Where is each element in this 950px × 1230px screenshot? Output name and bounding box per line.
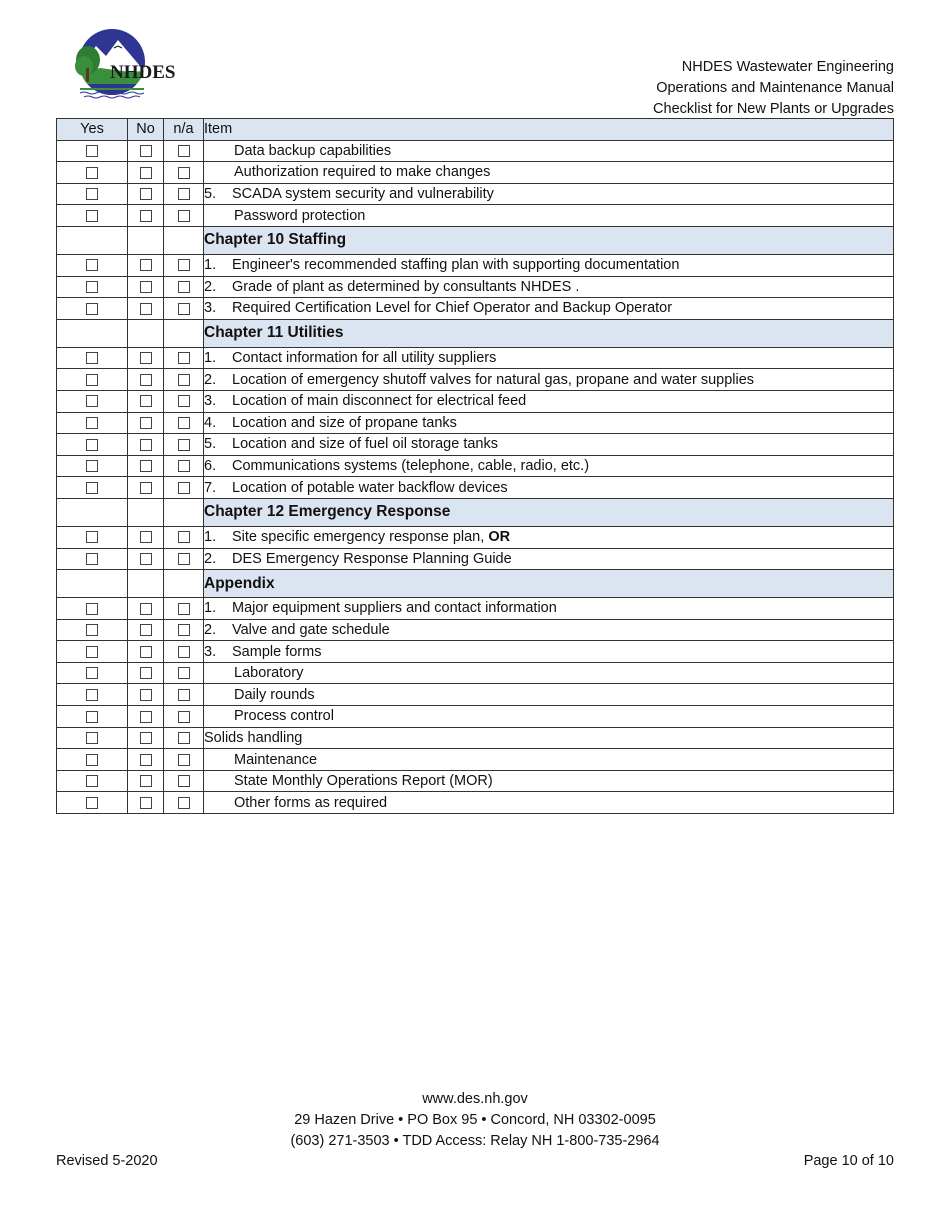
checkbox-cell-no	[128, 792, 164, 814]
checkbox-cell-yes	[57, 526, 128, 548]
checklist-row	[57, 298, 894, 320]
checkbox-cell-yes	[57, 390, 128, 412]
checkbox-no[interactable]	[140, 531, 152, 543]
item-text: Valve and gate schedule	[232, 621, 390, 638]
checklist-row	[57, 140, 894, 162]
checkbox-cell-na	[164, 254, 204, 276]
checkbox-no[interactable]	[140, 732, 152, 744]
checkbox-na[interactable]	[178, 482, 190, 494]
checkbox-cell-no	[128, 641, 164, 663]
item-cell	[204, 684, 894, 706]
checkbox-cell-na	[164, 276, 204, 298]
checkbox-no[interactable]	[140, 553, 152, 565]
blank-cell	[57, 319, 128, 347]
checkbox-cell-na	[164, 298, 204, 320]
item-text: Maintenance	[234, 751, 318, 768]
checkbox-yes[interactable]	[86, 145, 98, 157]
checkbox-cell-yes	[57, 205, 128, 227]
checkbox-no[interactable]	[140, 754, 152, 766]
item-number: 4.	[204, 414, 217, 431]
item-number: 1.	[204, 350, 217, 367]
checkbox-cell-yes	[57, 254, 128, 276]
checklist-row	[57, 455, 894, 477]
section-title: Appendix	[204, 570, 894, 598]
item-number: 2.	[204, 621, 217, 638]
item-text: Engineer's recommended staffing plan with supporting documentation	[232, 257, 680, 274]
footer-address: 29 Hazen Drive • PO Box 95 • Concord, NH 03302-0095	[294, 1112, 656, 1128]
checkbox-cell-no	[128, 298, 164, 320]
checkbox-na[interactable]	[178, 797, 190, 809]
checkbox-cell-yes	[57, 641, 128, 663]
checkbox-na[interactable]	[178, 395, 190, 407]
checkbox-no[interactable]	[140, 482, 152, 494]
checkbox-cell-na	[164, 205, 204, 227]
item-text: Contact information for all utility suppliers	[232, 350, 497, 367]
checklist-row	[57, 548, 894, 570]
item-text: Password protection	[234, 207, 366, 224]
checkbox-yes[interactable]	[86, 439, 98, 451]
item-number: 6.	[204, 458, 217, 475]
checkbox-no[interactable]	[140, 711, 152, 723]
item-cell	[204, 162, 894, 184]
section-row	[57, 226, 894, 254]
checkbox-yes[interactable]	[86, 460, 98, 472]
section-row	[57, 319, 894, 347]
checkbox-cell-na	[164, 412, 204, 434]
checkbox-cell-yes	[57, 548, 128, 570]
checkbox-no[interactable]	[140, 395, 152, 407]
item-text: Location and size of propane tanks	[232, 414, 457, 431]
item-number: 5.	[204, 436, 217, 453]
checkbox-cell-na	[164, 390, 204, 412]
section-row	[57, 570, 894, 598]
checkbox-no[interactable]	[140, 775, 152, 787]
checkbox-cell-no	[128, 770, 164, 792]
item-text: Communications systems (telephone, cable, radio, etc.)	[232, 458, 590, 475]
checkbox-yes[interactable]	[86, 531, 98, 543]
checkbox-na[interactable]	[178, 281, 190, 293]
checkbox-cell-na	[164, 434, 204, 456]
checkbox-yes[interactable]	[86, 775, 98, 787]
item-text: Grade of plant as determined by consultants NHDES .	[232, 278, 580, 295]
checkbox-cell-yes	[57, 140, 128, 162]
item-text: Daily rounds	[234, 686, 315, 703]
logo-text: NHDES	[110, 62, 176, 83]
checkbox-cell-yes	[57, 792, 128, 814]
checkbox-cell-yes	[57, 662, 128, 684]
checkbox-no[interactable]	[140, 667, 152, 679]
item-cell	[204, 434, 894, 456]
header-yes: Yes	[57, 119, 128, 141]
checkbox-cell-na	[164, 749, 204, 771]
checkbox-cell-no	[128, 276, 164, 298]
checkbox-cell-yes	[57, 598, 128, 620]
checkbox-na[interactable]	[178, 374, 190, 386]
checkbox-cell-no	[128, 727, 164, 749]
checkbox-cell-na	[164, 706, 204, 728]
checkbox-na[interactable]	[178, 460, 190, 472]
item-cell	[204, 183, 894, 205]
checkbox-no[interactable]	[140, 259, 152, 271]
checkbox-no[interactable]	[140, 439, 152, 451]
checkbox-yes[interactable]	[86, 482, 98, 494]
item-cell	[204, 140, 894, 162]
item-cell	[204, 369, 894, 391]
checkbox-cell-yes	[57, 369, 128, 391]
checkbox-na[interactable]	[178, 417, 190, 429]
checkbox-cell-no	[128, 598, 164, 620]
checkbox-na[interactable]	[178, 352, 190, 364]
checkbox-yes[interactable]	[86, 754, 98, 766]
item-cell	[204, 298, 894, 320]
item-text: Sample forms	[232, 643, 322, 660]
checklist-row	[57, 162, 894, 184]
checkbox-yes[interactable]	[86, 395, 98, 407]
checkbox-cell-no	[128, 369, 164, 391]
header-na: n/a	[164, 119, 204, 141]
checklist-row	[57, 369, 894, 391]
checkbox-yes[interactable]	[86, 603, 98, 615]
checkbox-cell-no	[128, 548, 164, 570]
checklist-row	[57, 770, 894, 792]
checklist-row	[57, 684, 894, 706]
item-text: Process control	[234, 708, 334, 725]
item-number: 7.	[204, 479, 217, 496]
item-text: Other forms as required	[234, 794, 388, 811]
section-row	[57, 498, 894, 526]
checkbox-cell-no	[128, 477, 164, 499]
footer-phone: (603) 271-3503 • TDD Access: Relay NH 1-800-735-2964	[290, 1133, 660, 1149]
checkbox-cell-no	[128, 619, 164, 641]
item-text: Authorization required to make changes	[234, 164, 491, 181]
checkbox-yes[interactable]	[86, 259, 98, 271]
checkbox-na[interactable]	[178, 711, 190, 723]
item-number: 1.	[204, 529, 217, 546]
checkbox-na[interactable]	[178, 646, 190, 658]
checkbox-na[interactable]	[178, 259, 190, 271]
checkbox-na[interactable]	[178, 732, 190, 744]
checkbox-yes[interactable]	[86, 797, 98, 809]
item-cell	[204, 641, 894, 663]
item-cell	[204, 662, 894, 684]
checklist-row	[57, 706, 894, 728]
checkbox-cell-yes	[57, 477, 128, 499]
checkbox-cell-na	[164, 369, 204, 391]
checkbox-yes[interactable]	[86, 553, 98, 565]
checkbox-cell-na	[164, 140, 204, 162]
item-cell	[204, 598, 894, 620]
checkbox-cell-no	[128, 140, 164, 162]
checkbox-yes[interactable]	[86, 732, 98, 744]
checkbox-cell-yes	[57, 619, 128, 641]
item-number: 1.	[204, 257, 217, 274]
checklist-row	[57, 792, 894, 814]
blank-cell	[57, 570, 128, 598]
item-text: Major equipment suppliers and contact information	[232, 600, 557, 617]
checkbox-no[interactable]	[140, 689, 152, 701]
item-text: Required Certification Level for Chief Operator and Backup Operator	[232, 300, 673, 317]
checklist-row	[57, 727, 894, 749]
checkbox-yes[interactable]	[86, 711, 98, 723]
checkbox-no[interactable]	[140, 303, 152, 315]
checkbox-no[interactable]	[140, 352, 152, 364]
checklist-row	[57, 254, 894, 276]
item-text: Location of emergency shutoff valves for natural gas, propane and water supplies	[232, 371, 755, 388]
item-cell	[204, 347, 894, 369]
checkbox-no[interactable]	[140, 374, 152, 386]
checkbox-cell-no	[128, 205, 164, 227]
checkbox-yes[interactable]	[86, 303, 98, 315]
item-number: 2.	[204, 371, 217, 388]
checkbox-yes[interactable]	[86, 281, 98, 293]
checkbox-cell-yes	[57, 347, 128, 369]
checkbox-cell-yes	[57, 684, 128, 706]
checklist-row	[57, 276, 894, 298]
nhdes-logo	[70, 26, 190, 102]
section-title: Chapter 12 Emergency Response	[204, 498, 894, 526]
document-header	[653, 57, 894, 120]
item-text: Solids handling	[204, 729, 303, 746]
checkbox-na[interactable]	[178, 303, 190, 315]
checkbox-no[interactable]	[140, 460, 152, 472]
checkbox-yes[interactable]	[86, 210, 98, 222]
checkbox-cell-na	[164, 347, 204, 369]
blank-cell	[57, 226, 128, 254]
item-text: Location of main disconnect for electrical feed	[232, 393, 527, 410]
checkbox-cell-yes	[57, 727, 128, 749]
checkbox-yes[interactable]	[86, 352, 98, 364]
item-text: State Monthly Operations Report (MOR)	[234, 773, 493, 790]
item-cell	[204, 477, 894, 499]
checkbox-cell-no	[128, 455, 164, 477]
checkbox-yes[interactable]	[86, 417, 98, 429]
checkbox-cell-yes	[57, 183, 128, 205]
item-number: 3.	[204, 300, 217, 317]
item-cell	[204, 792, 894, 814]
checklist-row	[57, 526, 894, 548]
item-text: Location of potable water backflow devices	[232, 479, 508, 496]
checkbox-cell-no	[128, 347, 164, 369]
item-text: DES Emergency Response Planning Guide	[232, 550, 512, 567]
checkbox-yes[interactable]	[86, 689, 98, 701]
header-line-1: NHDES Wastewater Engineering	[681, 59, 894, 75]
checkbox-cell-yes	[57, 434, 128, 456]
checkbox-na[interactable]	[178, 145, 190, 157]
checkbox-no[interactable]	[140, 167, 152, 179]
checkbox-cell-no	[128, 706, 164, 728]
blank-cell	[128, 226, 164, 254]
item-emphasis: OR	[488, 529, 511, 546]
checkbox-yes[interactable]	[86, 188, 98, 200]
blank-cell	[164, 570, 204, 598]
checklist-table	[56, 118, 894, 814]
checkbox-cell-yes	[57, 298, 128, 320]
item-cell	[204, 548, 894, 570]
checklist-row	[57, 183, 894, 205]
checkbox-cell-yes	[57, 162, 128, 184]
checkbox-na[interactable]	[178, 553, 190, 565]
checkbox-cell-no	[128, 390, 164, 412]
checkbox-no[interactable]	[140, 624, 152, 636]
header-item: Item	[204, 119, 894, 141]
section-title: Chapter 10 Staffing	[204, 226, 894, 254]
checkbox-na[interactable]	[178, 439, 190, 451]
header-line-3: Checklist for New Plants or Upgrades	[653, 101, 894, 117]
checkbox-na[interactable]	[178, 775, 190, 787]
checkbox-na[interactable]	[178, 689, 190, 701]
checkbox-cell-na	[164, 526, 204, 548]
revised-date: Revised 5-2020	[56, 1153, 158, 1169]
item-number: 1.	[204, 600, 217, 617]
checkbox-no[interactable]	[140, 603, 152, 615]
header-line-2: Operations and Maintenance Manual	[656, 80, 894, 96]
checkbox-no[interactable]	[140, 646, 152, 658]
item-cell	[204, 619, 894, 641]
item-cell	[204, 455, 894, 477]
blank-cell	[128, 319, 164, 347]
checklist-row	[57, 619, 894, 641]
item-cell	[204, 205, 894, 227]
item-text: SCADA system security and vulnerability	[232, 186, 494, 203]
checkbox-no[interactable]	[140, 188, 152, 200]
item-number: 3.	[204, 393, 217, 410]
checkbox-cell-no	[128, 254, 164, 276]
checkbox-cell-na	[164, 477, 204, 499]
checkbox-yes[interactable]	[86, 374, 98, 386]
footer-website: www.des.nh.gov	[422, 1091, 528, 1107]
checkbox-cell-na	[164, 684, 204, 706]
checkbox-cell-yes	[57, 770, 128, 792]
checkbox-cell-no	[128, 412, 164, 434]
checklist-row	[57, 477, 894, 499]
header-no: No	[128, 119, 164, 141]
checkbox-na[interactable]	[178, 754, 190, 766]
checkbox-cell-na	[164, 727, 204, 749]
checkbox-yes[interactable]	[86, 667, 98, 679]
checkbox-na[interactable]	[178, 531, 190, 543]
item-cell	[204, 276, 894, 298]
checkbox-cell-na	[164, 770, 204, 792]
item-number: 5.	[204, 186, 217, 203]
checkbox-no[interactable]	[140, 145, 152, 157]
page-number: Page 10 of 10	[803, 1153, 894, 1169]
checklist-row	[57, 641, 894, 663]
checkbox-yes[interactable]	[86, 646, 98, 658]
table-header-row	[57, 119, 894, 141]
checkbox-yes[interactable]	[86, 167, 98, 179]
page-footer	[0, 1089, 950, 1152]
checkbox-cell-na	[164, 641, 204, 663]
checklist-row	[57, 205, 894, 227]
item-number: 2.	[204, 550, 217, 567]
section-title: Chapter 11 Utilities	[204, 319, 894, 347]
checkbox-no[interactable]	[140, 797, 152, 809]
checkbox-cell-no	[128, 526, 164, 548]
item-cell	[204, 749, 894, 771]
checkbox-no[interactable]	[140, 210, 152, 222]
checkbox-na[interactable]	[178, 603, 190, 615]
checklist-body	[57, 140, 894, 813]
item-text: Location and size of fuel oil storage tanks	[232, 436, 498, 453]
item-cell	[204, 412, 894, 434]
item-text: Laboratory	[234, 665, 304, 682]
checkbox-yes[interactable]	[86, 624, 98, 636]
blank-cell	[57, 498, 128, 526]
checkbox-cell-na	[164, 598, 204, 620]
checkbox-cell-yes	[57, 412, 128, 434]
checkbox-na[interactable]	[178, 210, 190, 222]
checkbox-cell-na	[164, 183, 204, 205]
item-cell	[204, 526, 894, 548]
item-cell	[204, 770, 894, 792]
checkbox-cell-no	[128, 749, 164, 771]
checkbox-cell-yes	[57, 276, 128, 298]
checkbox-na[interactable]	[178, 667, 190, 679]
item-text: Site specific emergency response plan,	[232, 529, 489, 546]
checkbox-na[interactable]	[178, 624, 190, 636]
checkbox-cell-no	[128, 684, 164, 706]
checkbox-cell-no	[128, 662, 164, 684]
checkbox-cell-yes	[57, 749, 128, 771]
checkbox-no[interactable]	[140, 281, 152, 293]
checkbox-cell-no	[128, 434, 164, 456]
item-number: 2.	[204, 278, 217, 295]
blank-cell	[164, 319, 204, 347]
checkbox-cell-yes	[57, 706, 128, 728]
item-cell	[204, 254, 894, 276]
checkbox-cell-yes	[57, 455, 128, 477]
checklist-row	[57, 749, 894, 771]
item-text: Data backup capabilities	[234, 142, 392, 159]
item-cell	[204, 727, 894, 749]
checkbox-cell-na	[164, 548, 204, 570]
checkbox-cell-na	[164, 455, 204, 477]
checkbox-cell-no	[128, 162, 164, 184]
checklist-row	[57, 434, 894, 456]
checkbox-na[interactable]	[178, 167, 190, 179]
item-cell	[204, 706, 894, 728]
checklist-row	[57, 412, 894, 434]
item-cell	[204, 390, 894, 412]
blank-cell	[164, 498, 204, 526]
checkbox-cell-na	[164, 662, 204, 684]
checklist-row	[57, 662, 894, 684]
checkbox-cell-na	[164, 792, 204, 814]
checkbox-no[interactable]	[140, 417, 152, 429]
checklist-row	[57, 347, 894, 369]
blank-cell	[164, 226, 204, 254]
checkbox-cell-no	[128, 183, 164, 205]
item-number: 3.	[204, 643, 217, 660]
checkbox-na[interactable]	[178, 188, 190, 200]
checklist-row	[57, 598, 894, 620]
checkbox-cell-na	[164, 619, 204, 641]
checklist-row	[57, 390, 894, 412]
blank-cell	[128, 498, 164, 526]
checkbox-cell-na	[164, 162, 204, 184]
blank-cell	[128, 570, 164, 598]
